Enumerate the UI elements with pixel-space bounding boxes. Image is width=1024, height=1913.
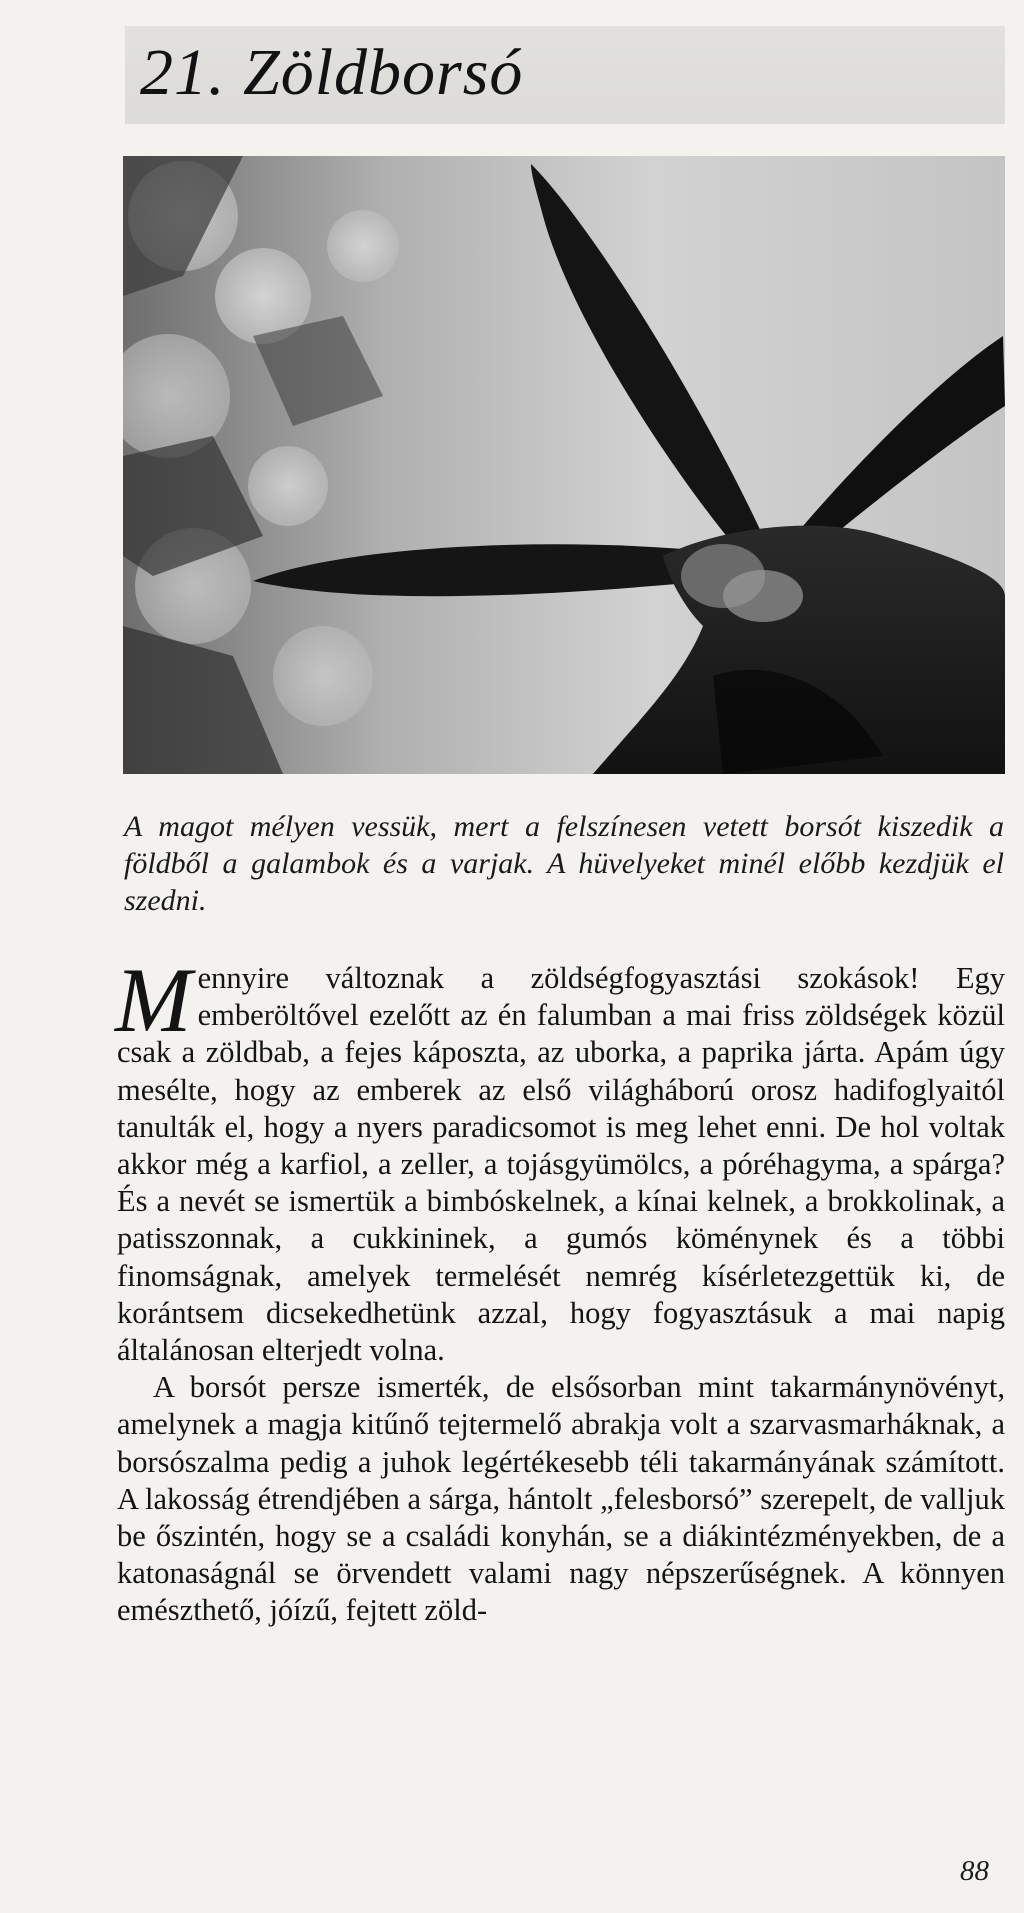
pea-pods-photo [123,156,1005,774]
photo-illustration [123,156,1005,774]
drop-cap: M [115,949,192,1051]
paragraph-1-text: ennyire változnak a zöldségfogyasztási szokások! Egy emberöltővel ezelőtt az én falumban a mai friss zöldségek közül csak a zöldbab, a fejes káposzta, az uborka, a paprika járta. Apám úgy mesélte, hogy az emberek az első világháború orosz hadifoglyaitól tanulták el, hogy a nyers paradicsomot is meg lehet enni. De hol voltak akkor még a karfiol, a zeller, a tojásgyümölcs, a póréhagyma, a spárga? És a nevét se ismertük a bimbóskelnek, a kínai kelnek, a brokkolinak, a patisszonnak, a cukkininek, a gumós köménynek és a többi finomságnak, amelyek termelését nemrég kísérletezgettük ki, de korántsem dicsekedhetünk azzal, hogy fogyasztásuk a mai napig általánosan elterjedt volna. [117,961,1005,1368]
photo-caption [124,808,1004,919]
page-number: 88 [960,1855,989,1887]
paragraph-2: A borsót persze ismerték, de elsősorban mint takarmánynövényt, amelynek a magja kitűnő tejtermelő abrakja volt a szarvasmarháknak, a borsószalma pedig a juhok legértékesebb téli takarmányának számított. A lakosság étrendjében a sárga, hántolt „felesborsó” szerepelt, de valljuk be őszintén, hogy se a családi konyhán, se a diákintézményekben, de a katonaságnál se örvendett valami nagy népszerűségnek. A könnyen emészthető, jóízű, fejtett zöld- [117,1370,1005,1628]
article-body [115,949,1005,1630]
chapter-title: 21. Zöldborsó [140,36,524,109]
paragraph-1 [115,949,1005,1369]
caption-text: A magot mélyen vessük, mert a felszínesen vetett borsót kiszedik a földből a galambok és a varjak. A hüvelyeket minél előbb kezdjük el szedni. [124,810,1004,917]
